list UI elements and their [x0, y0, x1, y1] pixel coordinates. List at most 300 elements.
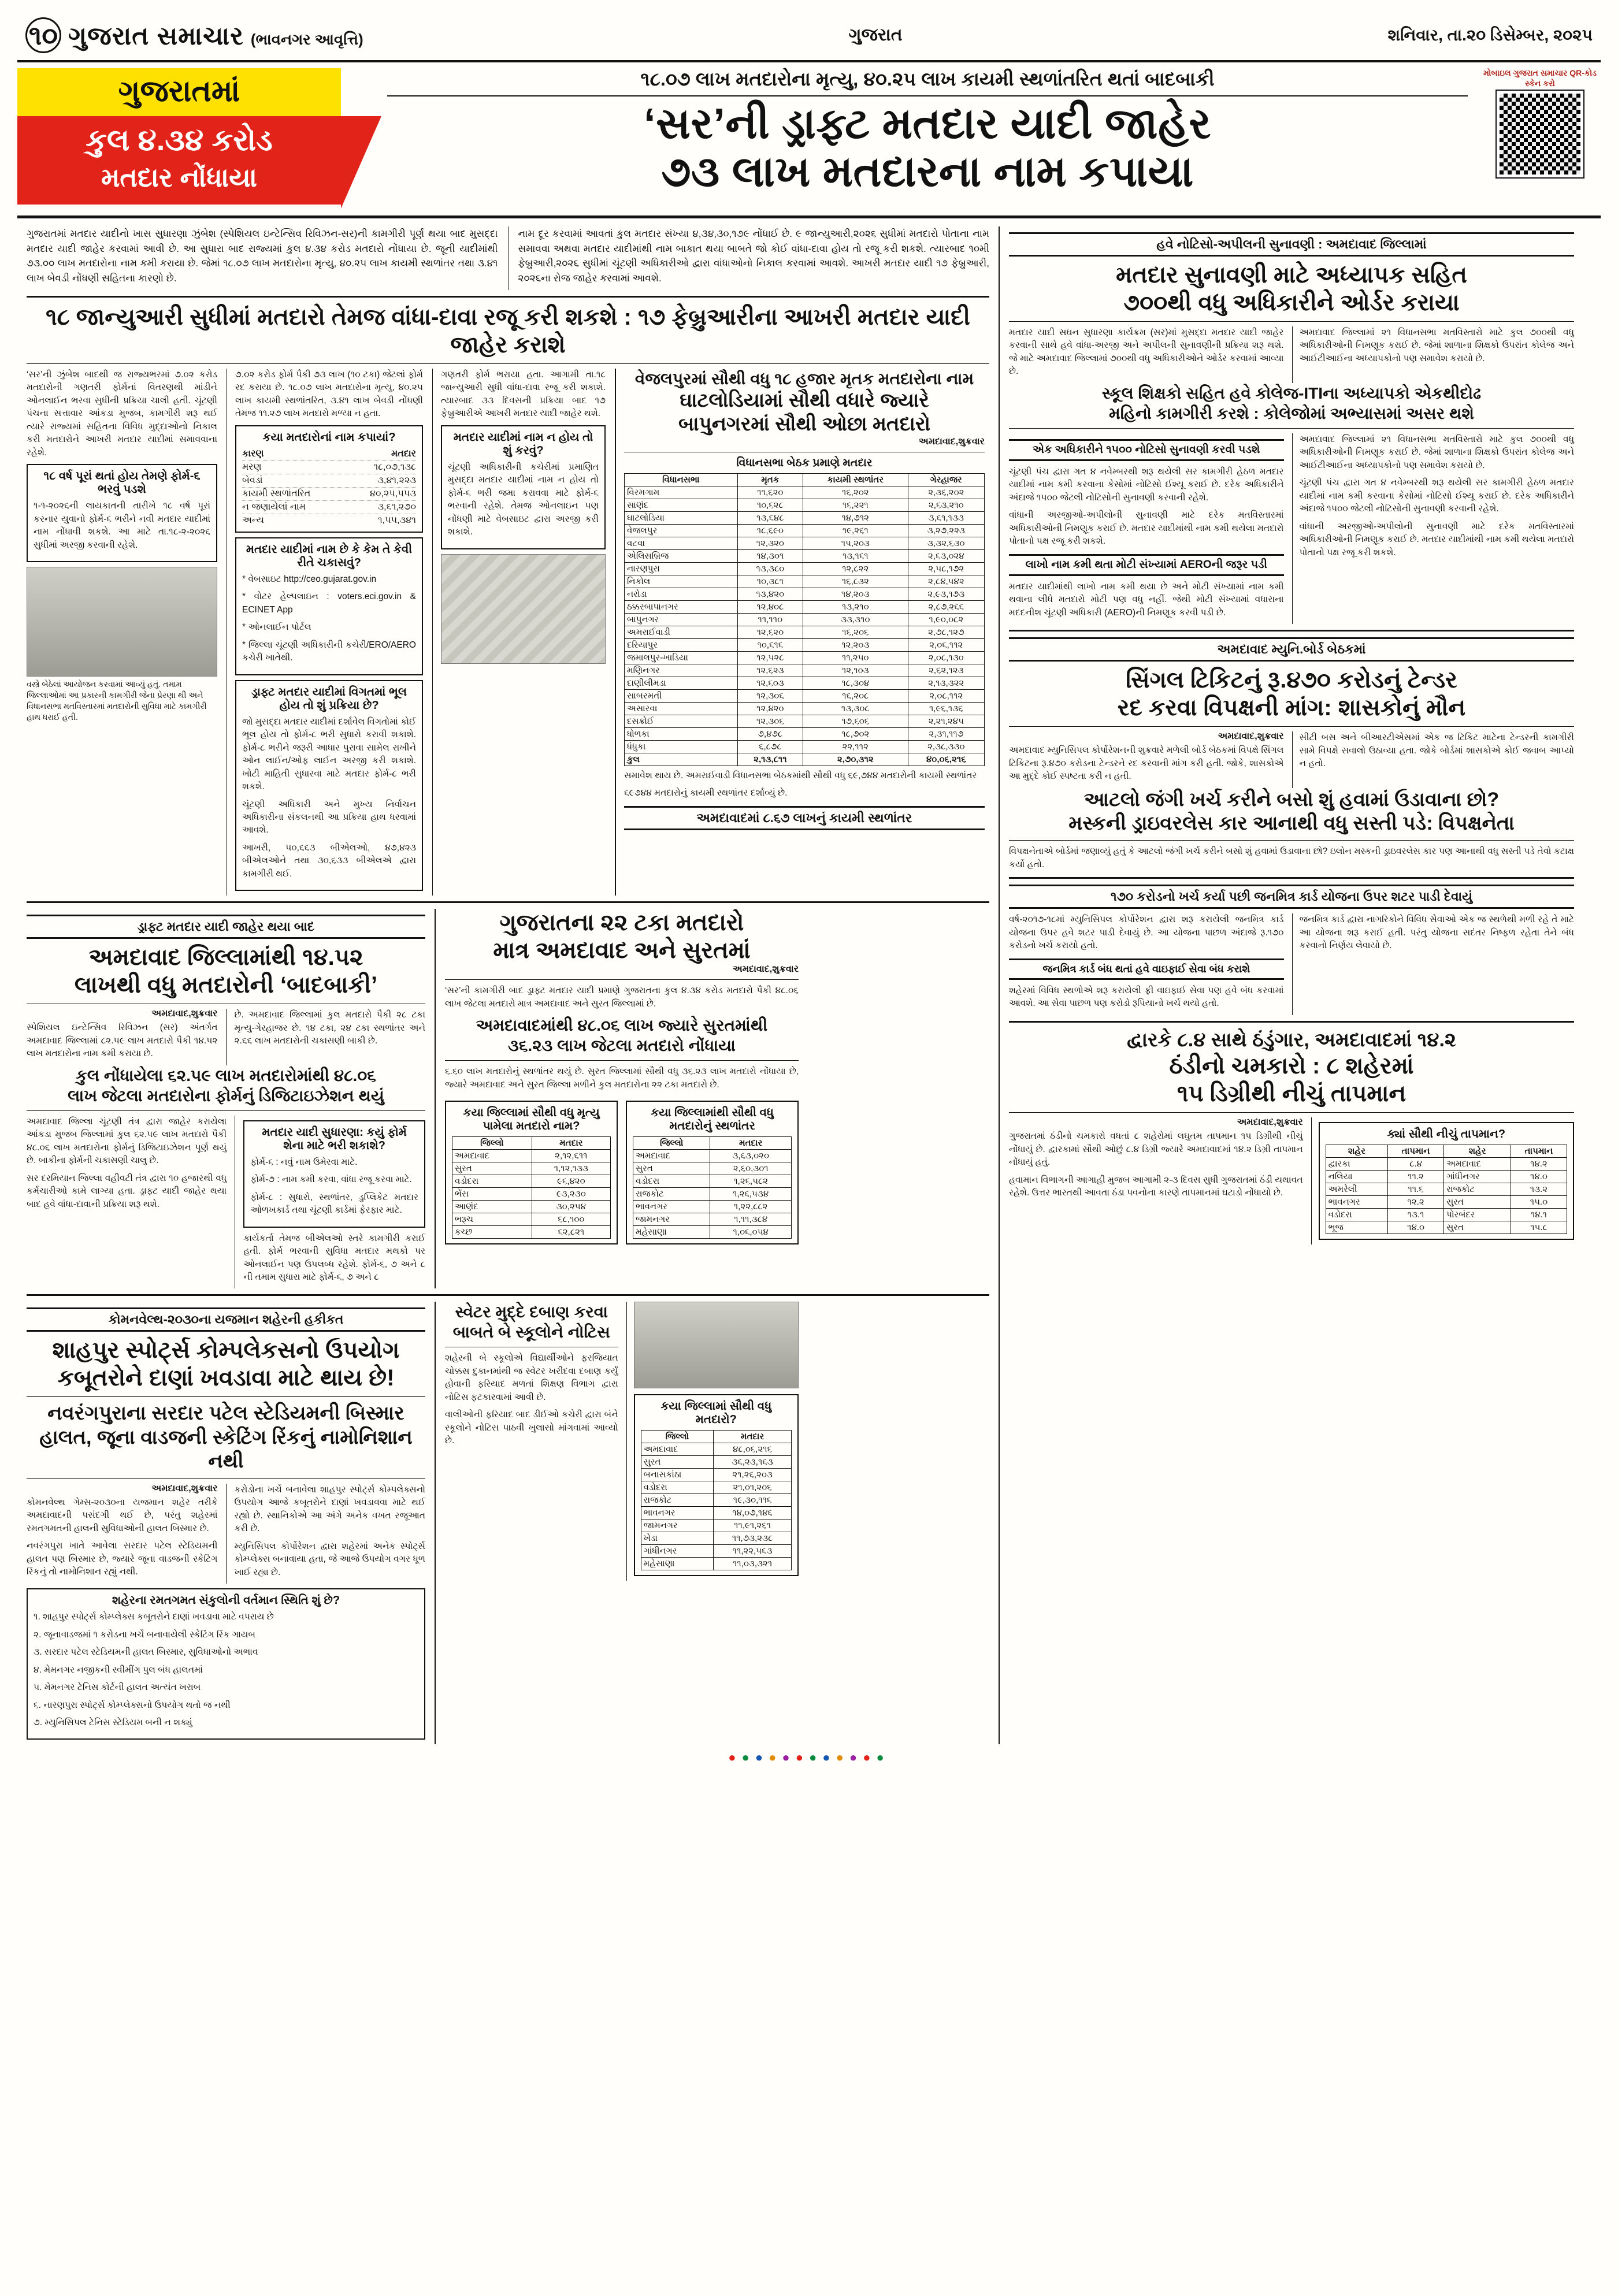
cell: મહેસાણા: [633, 1226, 710, 1239]
dot-icon: ●: [822, 1750, 836, 1765]
tender-text-2: સીટી બસ અને બીઆરટીએસમાં એક જ ટિકિટ માટેના ટેન્ડરની કામગીરી સામે વિપક્ષે સવાલો ઉઠાવ્યા હતા. જોકે બોર્ડમાં શાસકોએ કોઈ જવાબ આપ્યો ન હતો.: [1299, 733, 1574, 769]
dot-icon: ●: [728, 1750, 742, 1765]
dot-icon: ●: [876, 1750, 890, 1765]
cell: ૧૯,૨૬૧: [803, 524, 908, 537]
col-header: શહેર: [1444, 1145, 1511, 1158]
cell: સુરત: [1444, 1221, 1511, 1234]
table-row: [625, 677, 985, 689]
cell: ૧૨,૩૦૬: [737, 715, 803, 727]
right-section: [1000, 226, 1583, 1744]
dot-icon: ●: [741, 1750, 755, 1765]
story-18jan-col3: [432, 369, 606, 896]
table-row: [452, 1213, 611, 1226]
cell: ૧૪.૨: [1511, 1158, 1567, 1171]
table-header-row: [625, 473, 985, 486]
intro-col-2: [509, 226, 990, 290]
janmitra-text-1: વર્ષ-૨૦૧૭-૧૮માં મ્યુનિસિપલ કોર્પોરેશન દ્વારા શરૂ કરાયેલી જનમિત્ર કાર્ડ યોજના ઉપર હવે શટર પાડી દેવાયું છે. આ યોજના પાછળ અંદાજે રૂ.૧૭૦ કરોડનો ખર્ચ કરાયો હતો.: [1009, 915, 1284, 951]
edition-label: (ભાવનગર આવૃત્તિ): [250, 31, 363, 48]
cell: ૧૪,૦૭,૧૪૬: [714, 1507, 792, 1519]
notice-kicker: હવે નોટિસો-અપીલની સુનાવણી : અમદાવાદ જિલ્લામાં: [1009, 232, 1574, 257]
cold-cols: [1009, 1117, 1574, 1244]
divider: [27, 1294, 989, 1296]
table-row: [625, 626, 985, 638]
commonwealth-text-3: નવરંગપુરા ખાતે આવેલા સરદાર પટેલ સ્ટેડિયમની હાલત પણ બિસ્માર છે, જ્યારે જૂના વાડજની સ્કેટિંગ રિંકનું તો નામોનિશાન રહ્યું નથી.: [27, 1541, 218, 1577]
sweater-story: [445, 1302, 618, 1581]
col-header-0: વિધાનસભા: [625, 473, 738, 486]
cell: ૧૨,૨૦૩: [803, 638, 908, 651]
cell: ૧૧,૬૨૦: [737, 486, 803, 499]
cell: મહેસાણા: [641, 1558, 714, 1570]
col-header: તાપમાન: [1388, 1145, 1444, 1158]
check-box-title: મતદાર યાદીમાં નામ છે કે કેમ તે કેવી રીતે ચકાસવું?: [246, 543, 413, 569]
cell: ૧૬,૨૦૨: [803, 486, 908, 499]
cell: ૨૧,૨૬,૨૦૩: [714, 1469, 792, 1481]
table-row: [625, 727, 985, 740]
commonwealth-text-4: મ્યુનિસિપલ કોર્પોરેશન દ્વારા શહેરમાં અનેક સ્પોર્ટ્સ કોમ્પ્લેક્સ બનાવાયા હતા, જે આજે ઉપયોગ વગર ધૂળ ખાઈ રહ્યા છે.: [234, 1541, 425, 1577]
amdavad-form-box-wrap: [235, 1116, 425, 1289]
story-18jan-text-2: ૭.૦૨ કરોડ ફોર્મ પૈકી ૭૩ લાખ (૧૦ ટકા) જેટલાં ફોર્મ રદ કરાયા છે. ૧૮.૦૭ લાખ મતદારોના મૃત્યુ, ૪૦.૨૫ લાખ કાયમી સ્થળાંતરિત, ૩.૪૧ લાખ બેવડી નોંધણી તેમજ ૧૧.૨૭ લાખ મતદારો મળ્યા ન હતા.: [235, 370, 423, 419]
qr-caption: મોબાઇલ ગુજરાત સમાચાર QR-કોડ સ્કેન કરો: [1483, 68, 1597, 88]
table-row: [633, 1162, 792, 1175]
masthead: [17, 15, 1601, 62]
cell: ૧૫,૨૦૩: [803, 537, 908, 549]
sweater-row: [445, 1302, 799, 1581]
col-header: શહેર: [1326, 1145, 1387, 1158]
sweater-and-tables: [435, 1302, 799, 1744]
table-row: [452, 1201, 611, 1213]
col-header: જિલ્લો: [641, 1431, 714, 1443]
cell: ૧,૨૨,૮૮૨: [710, 1201, 792, 1213]
temperature-table: [1326, 1145, 1567, 1234]
cell: જમાલપુર-ખાડિયા: [625, 651, 738, 664]
table-row: [625, 613, 985, 626]
cell: ૧૦,૩૮૧: [737, 575, 803, 588]
sports-status-item-1: ૧. શાહપુર સ્પોર્ટ્સ કોમ્પ્લેક્સ કબૂતરોને દાણાં ખવડાવા માટે વપરાય છે: [34, 1612, 274, 1622]
notice-sub-4: લાખો નામ કમી થતા મોટી સંખ્યામાં AEROની જરૂર પડી: [1009, 554, 1284, 576]
notice-mid-cols: [1009, 433, 1574, 624]
dot-icon: ●: [795, 1750, 809, 1765]
vejalpur-headline-1: વેજલપુરમાં સૌથી વધુ ૧૮ હજાર મૃતક મતદારોના નામ: [634, 370, 974, 388]
cell: ૧૫.૮: [1511, 1221, 1567, 1234]
gujarat22-story: [435, 909, 799, 1288]
commonwealth-headline-2: કબૂતરોને દાણાં ખવડાવા માટે થાય છે!: [57, 1365, 395, 1391]
cell: ૧૧,૦૩,૩૨૧: [714, 1558, 792, 1570]
intro-block: [27, 226, 989, 290]
qr-code-icon[interactable]: [1497, 91, 1583, 177]
namecut-label: મરણ: [242, 462, 262, 472]
namecut-label: અન્ય: [242, 515, 265, 525]
story-18jan-text-1: ‘સર’ની ઝુંબેશ બાદથી જ રાજ્યભરમાં ૭.૦૨ કરોડ મતદારોની ગણતરી ફોર્મનાં વિતરણથી માંડીને ઓનલાઈન ભરવા સુધીની પ્રક્રિયા ચાલી હતી. ચૂંટણી પંચના સત્તાવાર આંકડા મુજબ, કામગીરી શરૂ થઈ ત્યારે રાજ્યમાં સહિતના વિવિધ મુદ્દાઓનો નિકાલ કરી મતદારોને આખરી મતદાર યાદીમાં સમાવવાના રહેશે.: [27, 370, 217, 458]
story-18jan-col2: [227, 369, 423, 896]
cell: ૧૨,૩૨૦: [737, 537, 803, 549]
story-18jan-headline: ૧૮ જાન્યુઆરી સુધીમાં મતદારો તેમજ વાંધા-દાવા રજૂ કરી શકશે : ૧૭ ફેબ્રુઆરીના આખરી મતદાર યાદી જાહેર કરાશે: [46, 304, 970, 358]
story-18jan-text-3: ગણતરી ફોર્મ ભરાયા હતા. આગામી તા.૧૮ જાન્યુઆરી સુધી વાંધા-દાવા રજૂ કરી શકાશે. ત્યારબાદ ૩૩ દિવસની પ્રક્રિયા બાદ ૧૭ ફેબ્રુઆરીએ આખરી મતદાર યાદી જાહેર થશે.: [441, 370, 606, 419]
amdavad-bottom-cols: [27, 1116, 425, 1289]
check-item-4: * જિલ્લા ચૂંટણી અધિકારીની કચેરી/ERO/AERO કચેરી ખાતેથી.: [242, 640, 416, 663]
table-row: [641, 1456, 791, 1469]
cell: સાણંદ: [625, 499, 738, 511]
table-row: [625, 702, 985, 715]
table-row: [1326, 1221, 1567, 1234]
cell: રાજકોટ: [641, 1494, 714, 1507]
cell: સાબરમતી: [625, 689, 738, 702]
table-row: [625, 638, 985, 651]
draft-correction-text: જો મુસદ્દા મતદાર યાદીમાં દર્શાવેલ વિગતોમાં કોઈ ભૂલ હોય તો ફોર્મ-૮ ભરી સુધારો કરાવી શકાશે. ફોર્મ-૮ ભરીને જરૂરી આધાર પુરાવા સામેલ રાખીને ઓન લાઈન/ઓફ લાઈન અરજી કરી શકાશે. ખોટી માહિતી સુધારવા માટે મતદાર ફોર્મ-૮ ભરી શકશે.: [242, 716, 416, 792]
amdavad-col-a: [27, 1009, 218, 1065]
table-row: [625, 549, 985, 562]
vejalpur-byline: અમદાવાદ,શુક્રવાર: [918, 436, 985, 447]
table-row: [625, 486, 985, 499]
second-band: [27, 909, 989, 1288]
table-header-row: [1326, 1145, 1567, 1158]
cell: ૨,૬૩,૦૨૪: [908, 549, 984, 562]
divider: [1009, 840, 1574, 841]
sweater-text-1: શહેરની બે સ્કૂલોએ વિદ્યાર્થીઓને ફરજિયાત ચોક્કસ દુકાનમાંથી જ સ્વેટર ખરીદવા દબાણ કર્યું હોવાની ફરિયાદ મળતાં શિક્ષણ વિભાગ દ્વારા નોટિસ ફટકારવામાં આવી છે.: [445, 1353, 618, 1402]
divider: [1009, 726, 1574, 727]
gujarat22-headline-1: ગુજરાતના ૨૨ ટકા મતદારો: [499, 910, 744, 936]
cell: ૧૬,૨૦૬: [803, 626, 908, 638]
amdavad-col-b: [226, 1009, 426, 1065]
cell: ૨,૦૬,૧૧૨: [908, 638, 984, 651]
death-table: [452, 1136, 611, 1239]
check-box: [235, 537, 423, 675]
divider: [1009, 877, 1574, 879]
cell: ૧૨.૨: [1388, 1196, 1444, 1209]
cell: ૧૦,૬૨૮: [737, 499, 803, 511]
tender-byline: અમદાવાદ,શુક્રવાર: [1218, 731, 1284, 742]
cell: બનાસકાંઠા: [641, 1469, 714, 1481]
cell: ભાવનગર: [1326, 1196, 1387, 1209]
death-table-box: [445, 1101, 618, 1244]
commonwealth-sub-1: નવરંગપુરાના સરદાર પટેલ સ્ટેડિયમની બિસ્માર: [47, 1402, 404, 1425]
tender-sub-1: આટલો જંગી ખર્ચ કરીને બસો શું હવામાં ઉડાવાના છો?: [1083, 788, 1500, 811]
cell: ભૂજ: [1326, 1221, 1387, 1234]
cell: ૧૨,૩૦૬: [737, 689, 803, 702]
cell: ૧૪,૨૦૩: [803, 588, 908, 600]
flag-red-block: [17, 116, 341, 205]
evm-photo: [634, 1302, 799, 1388]
cell: ૧૧,૭૩,૨૩૮: [714, 1532, 792, 1545]
temperature-title: ક્યાં સૌથી નીચું તાપમાન?: [1387, 1128, 1506, 1141]
table-header-row: [633, 1137, 792, 1150]
cell: રાજકોટ: [1444, 1183, 1511, 1196]
cell: ૧૬,૨૨૧: [803, 499, 908, 511]
notice-col-a: [1009, 326, 1284, 383]
divider: [445, 979, 799, 980]
cell: ૩,૬૩,૦૨૦: [710, 1150, 792, 1162]
namecut-value: મતદાર: [391, 448, 416, 459]
sports-status-item-7: ૭. મ્યુનિસિપલ ટેનિસ સ્ટેડિયમ બની ન શક્યું: [34, 1717, 192, 1727]
form-usage-item-3: ફોર્મ-૮ : સુધારો, સ્થળાંતર, ડુપ્લિકેટ મતદાર ઓળખકાર્ડ તથા ચૂંટણી કાર્ડમાં ફેરફાર માટે.: [250, 1192, 418, 1216]
cell: ૧૨,૬૦૩: [737, 677, 803, 689]
vejalpur-foot-1: સમાવેશ થાય છે. અમરાઈવાડી વિધાનસભા બેઠકમાંથી સૌથી વધુ ૬૯,૭૪૪ મતદારોની કાયમી સ્થળાંતર: [624, 770, 977, 781]
cell: ૧૨,૬૨૩: [737, 664, 803, 677]
tender-sub-2: મસ્કની ડ્રાઇવરલેસ કાર આનાથી વધુ સસ્તી પડે: વિપક્ષનેતા: [1068, 812, 1515, 834]
check-item-3[interactable]: * ઓનલાઈન પોર્ટલ: [242, 622, 311, 633]
sweater-headline-2: બાબતે બે સ્કૂલોને નોટિસ: [452, 1323, 610, 1342]
cell: ૧,૦૬,૦૫૪: [710, 1226, 792, 1239]
tender-text-3: વિપક્ષનેતાએ બોર્ડમાં જણાવ્યું હતું કે આટલો જંગી ખર્ચ કરીને બસો શું હવામાં ઉડાવાના છો? ઇલોન મસ્કની ડ્રાઇવરલેસ કાર પણ આનાથી વધુ સસ્તી પડે તેવો કટાક્ષ કર્યો હતો.: [1009, 846, 1574, 870]
table-row: [452, 1175, 611, 1188]
cell: ૧૨,૪૨૦: [737, 702, 803, 715]
table-row: [1326, 1171, 1567, 1183]
cell: ભરૂચ: [452, 1213, 532, 1226]
qr-block[interactable]: [1474, 68, 1601, 211]
cell: ૧૨,૬૨૦: [737, 626, 803, 638]
section-label: ગુજરાત: [848, 25, 903, 44]
amdavad-sub-2: લાખ જેટલા મતદારોના ફોર્મનું ડિજિટાઇઝેશન થયું: [68, 1086, 384, 1105]
divider: [1009, 1021, 1574, 1023]
table-row: [633, 1226, 792, 1239]
sports-status-item-4: ૪. મેમનગર નજીકની સ્વીમીંગ પુલ બંધ હાલતમાં: [34, 1665, 203, 1675]
cell: ૬૮,૧૦૦: [532, 1213, 610, 1226]
paper-name: ગુજરાત સમાચાર: [68, 22, 244, 50]
cell: ૧૮,૭૦૨: [803, 727, 908, 740]
table-row: [625, 651, 985, 664]
namecut-box: [235, 425, 423, 533]
cell: દરિયાપુર: [625, 638, 738, 651]
draft-correction-foot: ચૂંટણી અધિકારી અને મુખ્ય નિર્વાચન અધિકારીના સંકલનથી આ પ્રક્રિયા હાથ ધરવામાં આવશે.: [242, 799, 416, 835]
cell: સુરત: [641, 1456, 714, 1469]
cell: ૧,૧૧,૩૮૪: [710, 1213, 792, 1226]
cell: ૨,૧૩,૩૨૨: [908, 677, 984, 689]
table-header-row: [641, 1431, 791, 1443]
sports-status-item-3: ૩. સરદાર પટેલ સ્ટેડિયમની હાલત બિસ્માર, સુવિધાઓનો અભાવ: [34, 1647, 258, 1658]
table-row: [452, 1226, 611, 1239]
dot-icon: ●: [755, 1750, 769, 1765]
gujarat22-sub-2: ૩૬.૨૩ લાખ જેટલા મતદારો નોંધાયા: [508, 1036, 736, 1055]
check-item-1[interactable]: * વેબસાઇટ http://ceo.gujarat.gov.in: [242, 574, 377, 584]
cold-col-b: [1311, 1117, 1574, 1244]
cell: ૧૯,૩૦,૧૧૬: [714, 1494, 792, 1507]
intro-col-1: [27, 226, 498, 290]
notice-text-6: અમદાવાદ જિલ્લામાં ૨૧ વિધાનસભા મતવિસ્તારો માટે કુલ ૭૦૦થી વધુ અધિકારીઓની નિમણૂક કરાઈ છે. જેમાં શાળાના શિક્ષકો ઉપરાંત કોલેજ અને આઈટીઆઈના અધ્યાપકોનો પણ સમાવેશ કરાયો છે.: [1299, 434, 1574, 470]
dot-icon: ●: [782, 1750, 796, 1765]
cold-headline-2: ૧૫ ડિગ્રીથી નીચું તાપમાન: [1177, 1081, 1407, 1107]
cell: ૧૧.૨: [1388, 1171, 1444, 1183]
divider: [27, 1478, 425, 1479]
cell: ૧,૯૦,૦૮૨: [908, 613, 984, 626]
cell: ૧૧.૬: [1388, 1183, 1444, 1196]
namecut-label: કારણ: [242, 448, 264, 459]
form6-box-title: ૧૮ વર્ષ પૂરાં થતાં હોય તેમણે ફોર્મ-૬ ભરવું પડશે: [43, 470, 201, 496]
cell: ૨,૯૩,૧૭૩: [908, 588, 984, 600]
table-row: [633, 1213, 792, 1226]
tender-cols: [1009, 731, 1574, 787]
cell: ૧,૨૬,૫૩૪: [710, 1188, 792, 1201]
most-voters-table: [641, 1430, 792, 1570]
sports-status-box: [27, 1588, 425, 1740]
masthead-left: [25, 17, 363, 53]
table-row: [625, 600, 985, 613]
cell: સુરત: [452, 1162, 532, 1175]
cold-text-1: ગુજરાતમાં ઠંડીનો ચમકારો વધતાં ૮ શહેરોમાં લઘુતમ તાપમાન ૧૫ ડિગ્રીથી નીચું નોંધાયું છે. દ્વારકામાં સૌથી ઓછું ૮.૪ ડિગ્રી જ્યારે અમદાવાદમાં ૧૪.૨ ડિગ્રી તાપમાન નોંધાયું હતું.: [1009, 1131, 1303, 1168]
cell: વટવા: [625, 537, 738, 549]
cell: ૧૪.૧: [1511, 1209, 1567, 1221]
cell: અમદાવાદ: [1444, 1158, 1511, 1171]
table-row: [625, 740, 985, 753]
table-row: [633, 1188, 792, 1201]
tender-headline-1: સિંગલ ટિકિટનું રૂ.૪૭૦ કરોડનું ટેન્ડર: [1126, 667, 1457, 693]
namecut-row: [242, 488, 416, 501]
table-row: [641, 1545, 791, 1558]
cell: ૨,૩૮,૩૩૦: [908, 740, 984, 753]
namecut-row: [242, 474, 416, 488]
most-voters-title: કયા જિલ્લામાં સૌથી વધુ મતદારો?: [660, 1400, 772, 1426]
cell: ભેંસ: [452, 1188, 532, 1201]
amdavad-headline-2: લાખથી વધુ મતદારોની ‘બાદબાકી’: [74, 972, 378, 998]
cell: નિકોલ: [625, 575, 738, 588]
notice-headline-1: મતદાર સુનાવણી માટે અધ્યાપક સહિત: [1116, 262, 1467, 288]
lead-headline-line2: ૭૩ લાખ મતદારના નામ કપાયા: [661, 147, 1194, 195]
intro-text-2: નામ દૂર કરવામાં આવતાં કુલ મતદાર સંખ્યા ૪,૩૪,૩૦,૧૭૯ નોંધાઈ છે. ૯ જાન્યુઆરી,૨૦૨૬ સુધીમાં મતદારો પોતાના નામ સમાવવા અથવા મતદાર યાદીમાંથી નામ બાકાત થયા બાબતે જો કોઈ વાંધા-દાવા હોય તો રજૂ કરી શકશે. ત્યારબાદ ૧૦મી ફેબ્રુઆરી,૨૦૨૬ સુધીમાં ચૂંટણી અધિકારીઓ દ્વારા વાંધાઓનો નિકાલ કરવામાં આવશે. આખરી મતદાર યાદી ૧૭ ફેબ્રુઆરી, ૨૦૨૬ના રોજ જાહેર કરવામાં આવશે.: [518, 228, 989, 284]
table-row: [625, 588, 985, 600]
form-box: [441, 425, 606, 549]
table-row: [1326, 1158, 1567, 1171]
tender-col-a: [1009, 731, 1284, 787]
notice-top-cols: [1009, 326, 1574, 383]
cell: ૧૧,૯૧,૨૬૧: [714, 1519, 792, 1532]
cell: ૧૩,૩૮૦: [737, 562, 803, 575]
cell: ૩,૬૧,૧૩૩: [908, 511, 984, 524]
commonwealth-byline: અમદાવાદ,શુક્રવાર: [151, 1483, 218, 1493]
namecut-value: ૧૮,૦૭,૧૩૮: [373, 462, 416, 472]
cell: ૨૧,૦૧,૨૦૬: [714, 1481, 792, 1494]
cell: ૧૮,૩૦૪: [803, 677, 908, 689]
gujarat22-headline-2: માત્ર અમદાવાદ અને સુરતમાં: [493, 938, 751, 964]
amdavad-text-2: છે. અમદાવાદ જિલ્લામાં કુલ મતદારો પૈકી ૨૮ ટકા મૃત્યુ-ગેરહાજર છે. ૧૪ ટકા, ૨૪ ટકા સ્થળાંતર અને ૨.૬૬ લાખ મતદારોની ચકાસણી બાકી છે.: [234, 1010, 425, 1046]
amdavad-headline-1: અમદાવાદ જિલ્લામાંથી ૧૪.૫૨: [88, 945, 363, 971]
cell: ૧૬,૮૩૨: [803, 575, 908, 588]
cell: ૧૬,૨૦૮: [803, 689, 908, 702]
namecut-label: બેવડાં: [242, 475, 263, 485]
divider: [1009, 1112, 1574, 1113]
death-table-title: કયા જિલ્લામાં સૌથી વધુ મૃત્યુ પામેલા મતદારો નામ?: [463, 1106, 600, 1133]
namecut-row: [242, 461, 416, 474]
cell: ૧૩,૨૧૦: [803, 600, 908, 613]
divider: [27, 363, 989, 364]
form-usage-foot: કાર્યકર્તા તેમજ બીએલઓ સ્તરે કામગીરી કરાઈ હતી. ફોર્મ ભરવાની સુવિધા મતદાર મથકો પર ઓનલાઈન પણ ઉપલબ્ધ રહેશે. ફોર્મ-૬, ૭ અને ૮ ની તમામ સુધારા માટે ફોર્મ-૬, ૭ અને ૮: [243, 1233, 425, 1282]
janmitra-col-a: [1009, 913, 1284, 1015]
cell: ૮.૪: [1388, 1158, 1444, 1171]
col-header: મતદાર: [710, 1137, 792, 1150]
vejalpur-table-title: વિધાનસભા બેઠક પ્રમાણે મતદાર: [736, 456, 873, 469]
story-18jan-body: [27, 369, 989, 896]
gujarat22-text-1: ‘સર’ની કામગીરી બાદ ડ્રાફ્ટ મતદાર યાદી પ્રમાણે ગુજરાતના કુલ ૪.૩૪ કરોડ મતદારો પૈકી ૪૮.૦૬ લાખ જેટલા મતદારો માત્ર અમદાવાદ અને સુરત જિલ્લામાં છે.: [445, 986, 799, 1009]
namecut-value: ૪૦,૨૫,૫૫૩: [369, 488, 416, 499]
cell: ૧૨,૪૦૮: [737, 600, 803, 613]
cell: ૨,૩૬,૨૦૨: [908, 486, 984, 499]
cell: રાજકોટ: [633, 1188, 710, 1201]
cell: ૩,૨૭,૨૨૩: [908, 524, 984, 537]
notice-text-1: મતદાર યાદી સઘન સુધારણા કાર્યક્રમ (સર)માં મુસદ્દા મતદાર યાદી જાહેર કરવાની સાથે હવે વાંધા-અરજી અને અપીલની સુનાવણીની પ્રક્રિયા શરૂ થશે. જે માટે અમદાવાદ જિલ્લામાં ૭૦૦થી વધુ અધિકારીઓને ઓર્ડર કરવામાં આવ્યા છે.: [1009, 328, 1284, 377]
cell: વડોદરા: [633, 1175, 710, 1188]
cell: ૧,૯૬,૧૩૬: [908, 702, 984, 715]
commonwealth-text-2: કરોડોના ખર્ચે બનાવેલા શાહપુર સ્પોર્ટ્સ કોમ્પલેક્સનો ઉપયોગ આજે કબૂતરોને દાણાં ખવડાવવા માટે થઈ રહ્યો છે. સ્થાનિકોએ આ અંગે અનેક વખત રજૂઆત કરી છે.: [234, 1484, 425, 1534]
cell: ૧૪,૭૧૨: [803, 511, 908, 524]
notice-text-7: ચૂંટણી પંચ દ્વારા ગત ૪ નવેમ્બરથી શરૂ થયેલી સર કામગીરી હેઠળ મતદાર યાદીમાં નામ કમી કરવાના કેસોમાં નોટિસો ઈશ્યૂ કરાઈ છે. દરેક અધિકારીને અંદાજે ૧૫૦૦ જેટલી નોટિસોની સુનાવણી કરવાની રહેશે.: [1299, 478, 1574, 514]
cell: ૧૮,૬૯૦: [737, 524, 803, 537]
namecut-box-title: કયા મતદારોનાં નામ કપાયાં?: [262, 430, 396, 444]
lead-headline-line1: ‘સર’ની ડ્રાફ્ટ મતદાર યાદી જાહેર: [644, 99, 1211, 147]
form-usage-item-2: ફોર્મ-૭ : નામ કમી કરવા, વાંધા રજૂ કરવા માટે.: [250, 1175, 412, 1185]
cell: ૨,૬૦,૩૦૧: [710, 1162, 792, 1175]
cold-headline-1: ઠંડીનો ચમકારો : ૮ શહેરમાં: [1169, 1053, 1414, 1079]
table-row: [1326, 1209, 1567, 1221]
cell: કચ્છ: [452, 1226, 532, 1239]
cell: ૧૨,૧૦૩: [803, 664, 908, 677]
form-usage-item-1: ફોર્મ-૬ : નવું નામ ઉમેરવા માટે.: [250, 1157, 358, 1167]
col-header: મતદાર: [714, 1431, 792, 1443]
amdavad-col-c: [27, 1116, 227, 1289]
table-row: [625, 499, 985, 511]
namecut-row: [242, 514, 416, 527]
table-row: [625, 511, 985, 524]
table-row: [641, 1443, 791, 1456]
vejalpur-table: [624, 473, 985, 766]
cell: ૧૫.૦: [1511, 1196, 1567, 1209]
table-row: [625, 689, 985, 702]
amdavad-sub-1: કુલ નોંધાયેલા ૬૨.૫૯ લાખ મતદારોમાંથી ૪૮.૦૬: [76, 1066, 376, 1084]
cell: ૧,૧૨,૧૩૩: [532, 1162, 610, 1175]
vejalpur-table-body: [625, 486, 985, 766]
amdavad-byline: અમદાવાદ,શુક્રવાર: [151, 1009, 218, 1019]
table-row: [633, 1175, 792, 1188]
cell: કુલ: [625, 753, 738, 766]
dot-icon: ●: [769, 1750, 782, 1765]
temperature-box: [1319, 1122, 1574, 1240]
notice-sub-1: સ્કૂલ શિક્ષકો સહિત હવે કોલેજ-ITIના અધ્યાપકો એકથીદોઢ: [1101, 384, 1482, 402]
cell: અમદાવાદ: [641, 1443, 714, 1456]
dot-icon: ●: [809, 1750, 823, 1765]
main-columns: [17, 226, 1601, 1744]
cell: ગાંધીનગર: [641, 1545, 714, 1558]
third-band: [27, 1302, 989, 1744]
amdavad-text-4: સર દરમિયાન જિલ્લા વહીવટી તંત્ર દ્વારા ૧૦ હજારથી વધુ કર્મચારીઓ કામે લાગ્યા હતા. ડ્રાફ્ટ યાદી જાહેર થયા બાદ હવે વાંધા-દાવાની પ્રક્રિયા શરૂ થશે.: [27, 1173, 227, 1209]
cell: ૨,૮૪,૫૪૨: [908, 575, 984, 588]
cell: ૧,૨૬,૫૮૨: [710, 1175, 792, 1188]
janmitra-sub: જનમિત્ર કાર્ડ બંધ થતાં હવે વાઇફાઈ સેવા બંધ કરાશે: [1009, 958, 1284, 980]
form-usage-title: મતદાર યાદી સુધારણા: કયું ફોર્મ શેના માટે ભરી શકાશે?: [262, 1125, 407, 1152]
table-row: [633, 1150, 792, 1162]
cell: ખેડા: [641, 1532, 714, 1545]
cell: ૧૩,૬૪૮: [737, 511, 803, 524]
cell: ૨,૧૨,૬૧૧: [532, 1150, 610, 1162]
cell: ૪૮,૦૬,૨૧૬: [714, 1443, 792, 1456]
notice-headline-2: ૭૦૦થી વધુ અધિકારીને ઓર્ડર કરાયા: [1123, 290, 1460, 315]
commonwealth-col-a: [27, 1484, 218, 1584]
cold-text-2: હવામાન વિભાગની આગાહી મુજબ આગામી ૨-૩ દિવસ સુધી ગુજરાતમાં ઠંડી યથાવત રહેશે. ઉત્તર ભારતથી આવતા ઠંડા પવનોના કારણે તાપમાનમાં ઘટાડો નોંધાયો છે.: [1009, 1175, 1303, 1198]
cell: ૧૪.૦: [1511, 1171, 1567, 1183]
namecut-label: ન જણાયેલાં નામ: [242, 501, 306, 512]
cell: સુરત: [1444, 1196, 1511, 1209]
table-row: [625, 562, 985, 575]
cell: ઘાટલોડિયા: [625, 511, 738, 524]
col-header: જિલ્લો: [452, 1137, 532, 1150]
sports-status-item-5: ૫. મેમનગર ટેનિસ કોર્ટની હાલત અત્યંત ખરાબ: [34, 1682, 201, 1693]
janmitra-headline: ૧૭૦ કરોડનો ખર્ચ કર્યા પછી જનમિત્ર કાર્ડ યોજના ઉપર શટર પાડી દેવાયું: [1009, 885, 1574, 909]
sports-status-item-2: ૨. જૂનાવાડજમાં ૧ કરોડના ખર્ચે બનાવાયેલી સ્કેટિંગ રિંક ગાયબ: [34, 1629, 255, 1640]
cell: ૧૩,૩૦૮: [803, 702, 908, 715]
story-18jan-col1: [27, 369, 217, 896]
cell: નારણપુરા: [625, 562, 738, 575]
namecut-row: [242, 448, 416, 461]
table-row: [641, 1558, 791, 1570]
sports-status-title: શહેરના રમતગમત સંકુલોની વર્તમાન સ્થિતિ શું છે?: [112, 1594, 340, 1607]
left-section: [17, 226, 1000, 1744]
table-row: [1326, 1196, 1567, 1209]
check-item-2[interactable]: * વોટર હેલ્પલાઇન : voters.eci.gov.in & ECINET App: [242, 592, 416, 615]
